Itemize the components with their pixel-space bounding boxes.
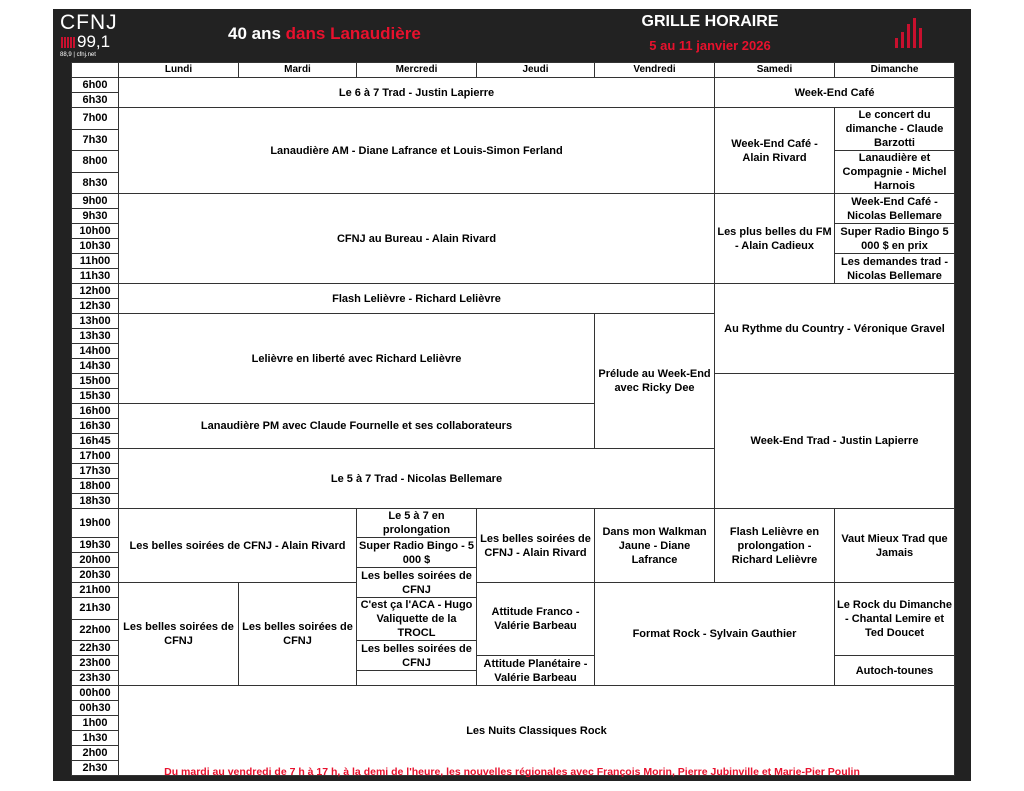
logo-name: CFNJ	[60, 11, 118, 34]
program-cell: Flash Lelièvre - Richard Lelièvre	[119, 284, 715, 314]
day-header: Mercredi	[357, 63, 477, 78]
day-header: Jeudi	[477, 63, 595, 78]
time-label: 8h30	[72, 172, 119, 194]
time-label: 7h00	[72, 108, 119, 130]
time-label: 1h30	[72, 731, 119, 746]
time-label: 12h00	[72, 284, 119, 299]
equalizer-icon	[893, 16, 927, 50]
logo-subline: 88,9 | cfnj.net	[60, 52, 96, 58]
program-cell: Le concert du dimanche - Claude Barzotti	[835, 108, 955, 151]
day-header: Vendredi	[595, 63, 715, 78]
time-label: 14h30	[72, 359, 119, 374]
time-label: 16h45	[72, 434, 119, 449]
time-column-header	[72, 63, 119, 78]
program-cell: Les belles soirées de CFNJ	[357, 641, 477, 671]
program-cell: Le 6 à 7 Trad - Justin Lapierre	[119, 78, 715, 108]
anniversary-title-red: dans Lanaudière	[285, 24, 421, 43]
program-cell: Week-End Trad - Justin Lapierre	[715, 374, 955, 509]
time-label: 15h30	[72, 389, 119, 404]
program-cell: Les Nuits Classiques Rock	[119, 686, 955, 776]
time-label: 18h30	[72, 494, 119, 509]
program-cell: Lanaudière PM avec Claude Fournelle et ses collaborateurs	[119, 404, 595, 449]
time-label: 22h00	[72, 619, 119, 641]
program-cell: Week-End Café	[715, 78, 955, 108]
day-header: Mardi	[239, 63, 357, 78]
time-label: 13h00	[72, 314, 119, 329]
time-label: 8h00	[72, 151, 119, 173]
time-label: 7h30	[72, 129, 119, 151]
program-cell: Les belles soirées de CFNJ - Alain Rivard	[477, 509, 595, 583]
program-cell: Les belles soirées de CFNJ - Alain Rivard	[119, 509, 357, 583]
schedule-grid	[71, 62, 955, 776]
program-cell: Le Rock du Dimanche - Chantal Lemire et Ted Doucet	[835, 583, 955, 656]
time-label: 6h00	[72, 78, 119, 93]
grille-title: GRILLE HORAIRE	[641, 13, 779, 30]
program-cell: Format Rock - Sylvain Gauthier	[595, 583, 835, 686]
program-cell: Lelièvre en liberté avec Richard Lelièvre	[119, 314, 595, 404]
program-cell: Lanaudière AM - Diane Lafrance et Louis-Simon Ferland	[119, 108, 715, 194]
program-cell: Flash Lelièvre en prolongation - Richard Lelièvre	[715, 509, 835, 583]
time-label: 23h00	[72, 656, 119, 671]
cfnj-logo	[60, 13, 116, 65]
time-label: 18h00	[72, 479, 119, 494]
program-cell: Super Radio Bingo 5 000 $ en prix	[835, 224, 955, 254]
time-label: 23h30	[72, 671, 119, 686]
time-label: 10h00	[72, 224, 119, 239]
time-label: 11h00	[72, 254, 119, 269]
program-cell: Lanaudière et Compagnie - Michel Harnois	[835, 151, 955, 194]
program-cell: Le 5 à 7 Trad - Nicolas Bellemare	[119, 449, 715, 509]
time-label: 21h30	[72, 598, 119, 620]
anniversary-title-white: 40 ans	[228, 24, 281, 43]
program-cell: Vaut Mieux Trad que Jamais	[835, 509, 955, 583]
time-label: 19h00	[72, 509, 119, 538]
time-label: 9h00	[72, 194, 119, 209]
program-cell: Dans mon Walkman Jaune - Diane Lafrance	[595, 509, 715, 583]
program-cell: Les belles soirées de CFNJ	[357, 568, 477, 598]
program-cell: Au Rythme du Country - Véronique Gravel	[715, 284, 955, 374]
time-label: 17h00	[72, 449, 119, 464]
time-label: 9h30	[72, 209, 119, 224]
footer-note: Du mardi au vendredi de 7 h à 17 h, à la demi de l'heure, les nouvelles régionales avec François Morin, Pierre Jubinville et Marie-Pier Poulin	[164, 766, 860, 778]
program-cell: Prélude au Week-End avec Ricky Dee	[595, 314, 715, 449]
time-label: 11h30	[72, 269, 119, 284]
time-label: 2h00	[72, 746, 119, 761]
time-label: 13h30	[72, 329, 119, 344]
time-label: 1h00	[72, 716, 119, 731]
time-label: 14h00	[72, 344, 119, 359]
program-cell: Week-End Café - Nicolas Bellemare	[835, 194, 955, 224]
logo-frequency-text: 99,1	[77, 32, 111, 51]
time-label: 20h30	[72, 568, 119, 583]
program-cell: Les belles soirées de CFNJ	[119, 583, 239, 686]
time-label: 19h30	[72, 538, 119, 553]
day-header: Dimanche	[835, 63, 955, 78]
program-cell: Attitude Planétaire - Valérie Barbeau	[477, 656, 595, 686]
program-cell: Les demandes trad - Nicolas Bellemare	[835, 254, 955, 284]
time-label: 00h00	[72, 686, 119, 701]
program-cell: Autoch-tounes	[835, 656, 955, 686]
day-header: Lundi	[119, 63, 239, 78]
time-label: 00h30	[72, 701, 119, 716]
program-cell: Attitude Franco - Valérie Barbeau	[477, 583, 595, 656]
time-label: 21h00	[72, 583, 119, 598]
logo-frequency	[60, 33, 116, 51]
time-label: 22h30	[72, 641, 119, 656]
time-label: 10h30	[72, 239, 119, 254]
time-label: 17h30	[72, 464, 119, 479]
time-label: 20h00	[72, 553, 119, 568]
program-cell: Le 5 à 7 en prolongation	[357, 509, 477, 538]
time-label: 2h30	[72, 761, 119, 776]
program-cell: Les belles soirées de CFNJ	[239, 583, 357, 686]
schedule-dates: 5 au 11 janvier 2026	[649, 38, 771, 53]
time-label: 16h00	[72, 404, 119, 419]
program-cell: Les plus belles du FM - Alain Cadieux	[715, 194, 835, 284]
signal-bars-icon	[61, 37, 75, 48]
day-header: Samedi	[715, 63, 835, 78]
program-cell: Super Radio Bingo - 5 000 $	[357, 538, 477, 568]
time-label: 16h30	[72, 419, 119, 434]
program-cell: C'est ça l'ACA - Hugo Valiquette de la TROCL	[357, 598, 477, 641]
time-label: 12h30	[72, 299, 119, 314]
program-cell: Week-End Café - Alain Rivard	[715, 108, 835, 194]
time-label: 6h30	[72, 93, 119, 108]
program-cell: CFNJ au Bureau - Alain Rivard	[119, 194, 715, 284]
anniversary-title	[228, 24, 421, 44]
time-label: 15h00	[72, 374, 119, 389]
